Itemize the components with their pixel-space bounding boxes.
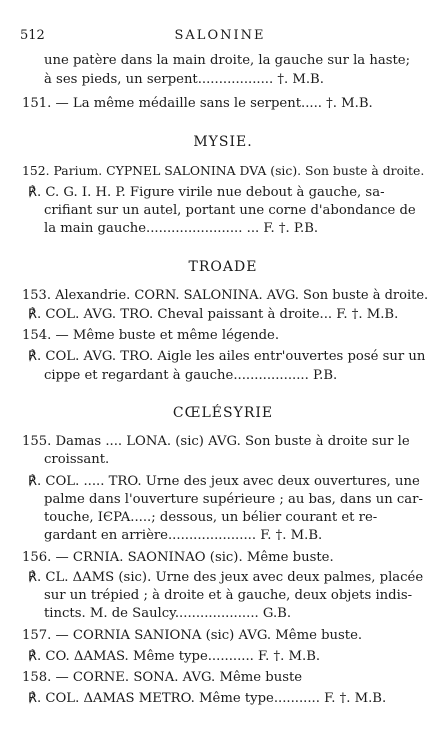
- text-line: crifiant sur un autel, portant une corne d'abondance de: [44, 203, 416, 218]
- text-line: croissant.: [44, 452, 110, 467]
- section-heading-coelesyrie: CŒLÉSYRIE: [172, 405, 274, 421]
- text-line: la main gauche....................... ... F. †. P.B.: [44, 221, 319, 236]
- running-head: [20, 28, 420, 46]
- entry-155: 155. Damas .... LONA. (sic) AVG. Son buste à droite sur le: [22, 434, 410, 449]
- reverse-line: ℟. COL. ΔAMAS METRO. Même type........... F. †. M.B.: [28, 691, 387, 706]
- entry-153: 153. Alexandrie. CORN. SALONINA. AVG. Son buste à droite.: [22, 288, 429, 303]
- section-heading-troade: TROADE: [188, 259, 258, 275]
- text-line: sur un trépied ; à droite et à gauche, deux objets indis-: [44, 588, 413, 603]
- text-line: gardant en arrière..................... F. †. M.B.: [44, 528, 323, 543]
- entry-158: 158. — CORNE. SONA. AVG. Même buste: [22, 670, 303, 685]
- running-title: SALONINE: [174, 28, 266, 43]
- text-line: une patère dans la main droite, la gauche sur la haste;: [44, 53, 411, 68]
- entry-151: 151. — La même médaille sans le serpent..... †. M.B.: [22, 96, 373, 111]
- section-heading-mysie: MYSIE.: [193, 134, 253, 150]
- text-line: palme dans l'ouverture supérieure ; au bas, dans un car-: [44, 492, 423, 507]
- entry-152: 152. Parium. CYPNEL SALONINA DVA (sic). Son buste à droite.: [22, 163, 425, 178]
- entry-154: 154. — Même buste et même légende.: [22, 328, 280, 343]
- entry-157: 157. — CORNIA SANIONA (sic) AVG. Même buste.: [22, 628, 363, 643]
- reverse-line: ℟. COL. AVG. TRO. Cheval paissant à droite... F. †. M.B.: [28, 307, 399, 322]
- reverse-line: ℟. COL. ..... TRO. Urne des jeux avec deux ouvertures, une: [28, 474, 420, 489]
- reverse-line: ℟. CL. ΔAMS (sic). Urne des jeux avec deux palmes, placée: [28, 570, 424, 585]
- reverse-line: ℟. CO. ΔAMAS. Même type........... F. †. M.B.: [28, 649, 321, 664]
- reverse-line: ℟. C. G. I. H. P. Figure virile nue debout à gauche, sa-: [28, 185, 385, 200]
- page-number: 512: [20, 28, 45, 43]
- text-line: à ses pieds, un serpent.................. †. M.B.: [44, 72, 324, 87]
- entry-156: 156. — CRNIA. SAONINAO (sic). Même buste.: [22, 550, 334, 565]
- reverse-line: ℟. COL. AVG. TRO. Aigle les ailes entr'ouvertes posé sur un: [28, 349, 426, 364]
- text-line: touche, IЄPA.....; dessous, un bélier courant et re-: [44, 510, 378, 525]
- text-line: cippe et regardant à gauche.................. P.B.: [44, 368, 338, 383]
- text-line: tincts. M. de Saulcy.................... G.B.: [44, 606, 292, 621]
